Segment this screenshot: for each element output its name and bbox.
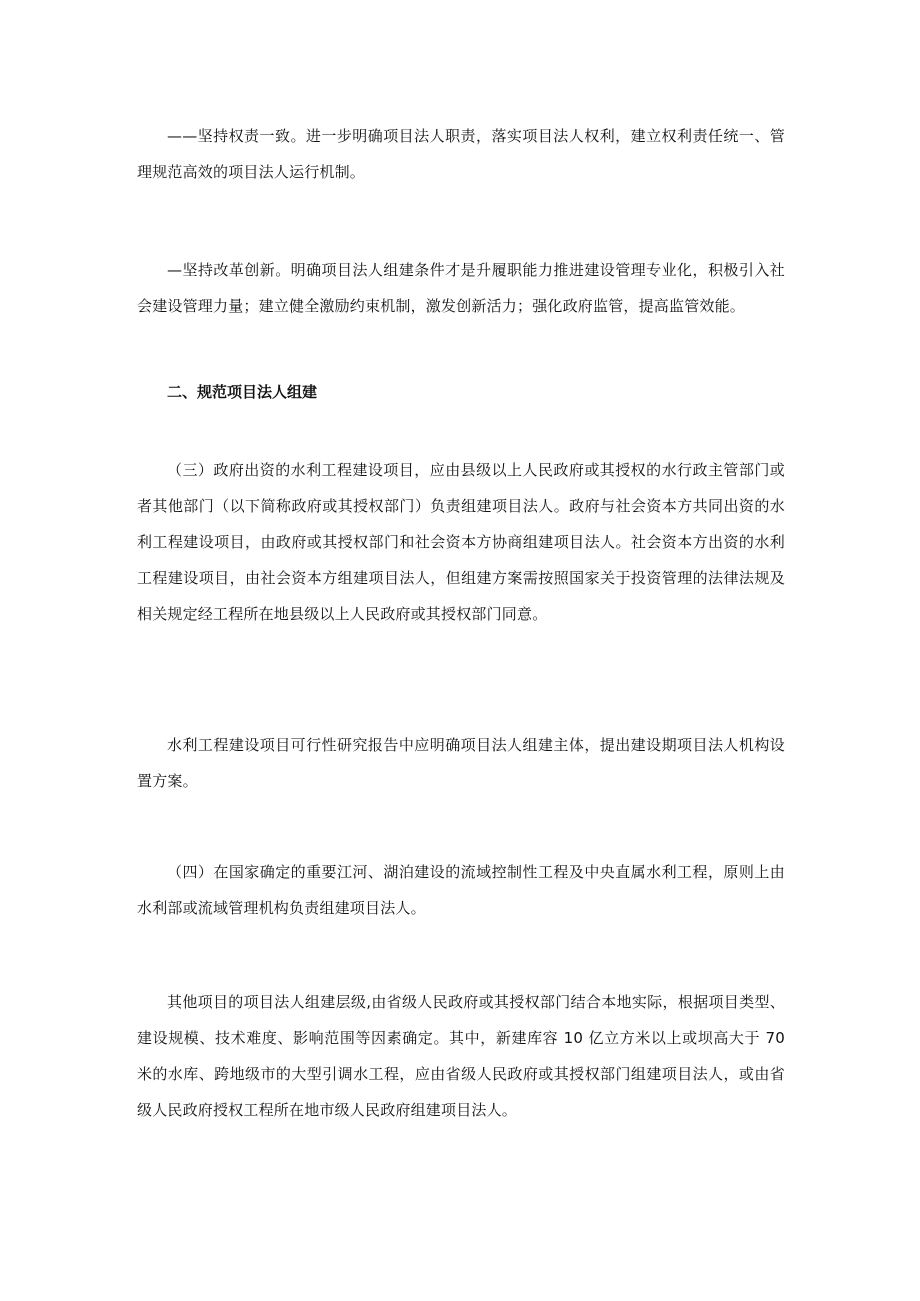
paragraph-feasibility-report: 水利工程建设项目可行性研究报告中应明确项目法人组建主体，提出建设期项目法人机构设置方案。 — [137, 736, 785, 790]
paragraph-item-four: （四）在国家确定的重要江河、湖泊建设的流域控制性工程及中央直属水利工程，原则上由水利部或流域管理机构负责组建项目法人。 — [137, 863, 785, 917]
paragraph-authority-responsibility: ——坚持权责一致。进一步明确项目法人职责，落实项目法人权利，建立权利责任统一、管理规范高效的项目法人运行机制。 — [137, 127, 785, 181]
paragraph-other-projects: 其他项目的项目法人组建层级,由省级人民政府或其授权部门结合本地实际，根据项目类型、建设规模、技术难度、影响范围等因素确定。其中，新建库容 10 亿立方米以上或坝高大于 70 米的水库、跨地级市的大型引调水工程，应由省级人民政府或其授权部门组建项目法人，或由省级人民政府授权工程所在地市级人民政府组建项目法人。 — [137, 993, 785, 1119]
section-heading: 二、规范项目法人组建 — [167, 383, 318, 401]
paragraph-item-three: （三）政府出资的水利工程建设项目，应由县级以上人民政府或其授权的水行政主管部门或者其他部门（以下简称政府或其授权部门）负责组建项目法人。政府与社会资本方共同出资的水利工程建设项目，由政府或其授权部门和社会资本方协商组建项目法人。社会资本方出资的水利工程建设项目，由社会资本方组建项目法人，但组建方案需按照国家关于投资管理的法律法规及相关规定经工程所在地县级以上人民政府或其授权部门同意。 — [137, 461, 785, 623]
paragraph-reform-innovation: —坚持改革创新。明确项目法人组建条件才是升履职能力推进建设管理专业化，积极引入社会建设管理力量；建立健全激励约束机制，激发创新活力；强化政府监管，提高监管效能。 — [137, 261, 785, 315]
